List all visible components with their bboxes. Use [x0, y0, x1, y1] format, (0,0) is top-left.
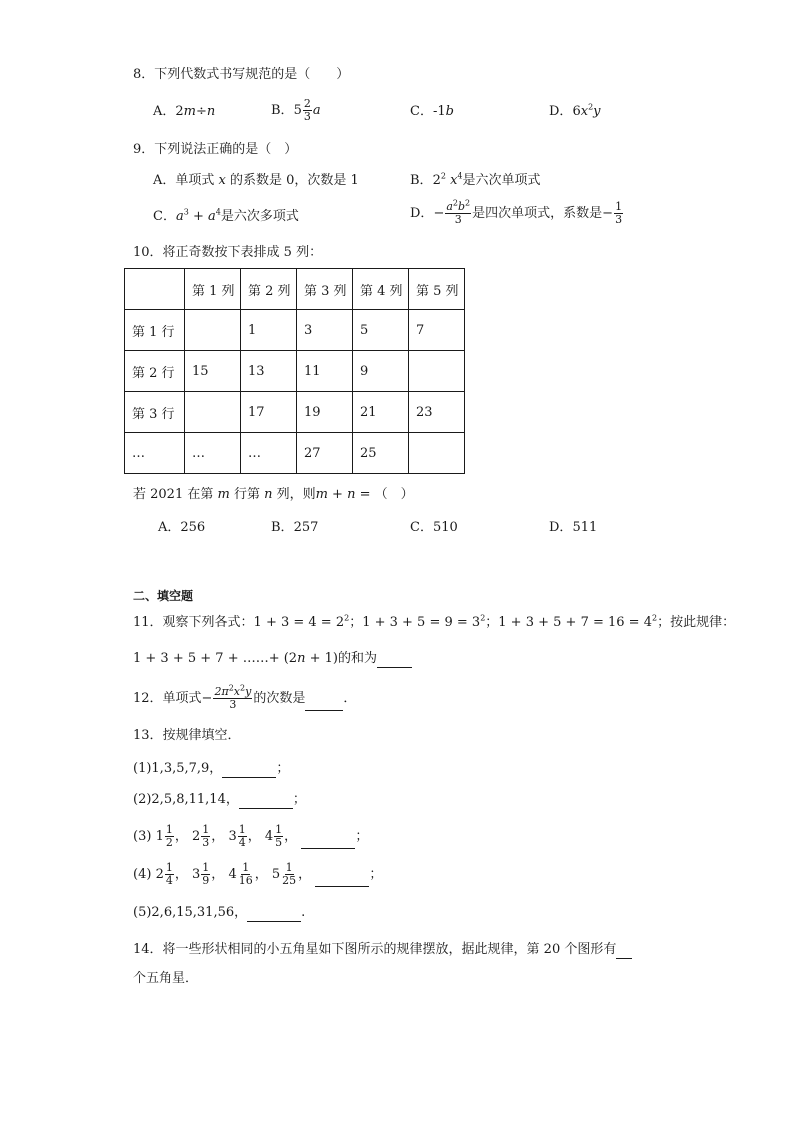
table-cell: 5	[353, 310, 409, 351]
q13-stem: 13．按规律填空．	[133, 728, 241, 743]
table-cell: 21	[353, 392, 409, 433]
table-row	[125, 433, 465, 474]
fraction: $\frac{1}{25}$	[282, 861, 297, 887]
fraction: $\frac{a^2b^2}{3}$	[446, 198, 471, 226]
table-cell	[409, 351, 465, 392]
table-cell: 13	[241, 351, 297, 392]
table-cell: 11	[297, 351, 353, 392]
q12-stem: 12．单项式− $\frac{2\pi^2x^2y}{3}$ 的次数是 ．	[133, 683, 357, 711]
q10-option-d[interactable]: D．511	[549, 520, 598, 535]
section-heading: 二、填空题	[133, 589, 194, 603]
q8-option-a[interactable]: A．2m÷n	[153, 104, 216, 119]
table-row	[125, 351, 465, 392]
q13-item-2: (2)2,5,8,11,14， ；	[133, 792, 306, 807]
fraction: $\frac{1}{5}$	[275, 823, 283, 849]
table-cell: 15	[185, 351, 241, 392]
q8-stem: 8．下列代数式书写规范的是（ ）	[133, 67, 350, 82]
table-cell: 19	[297, 392, 353, 433]
answer-blank[interactable]	[222, 764, 276, 778]
table-cell: 27	[297, 433, 353, 474]
answer-blank[interactable]	[305, 697, 343, 711]
table-cell: 第 1 列	[185, 269, 241, 310]
answer-blank[interactable]	[377, 654, 412, 668]
q10-option-b[interactable]: B．257	[271, 520, 319, 535]
table-cell: …	[241, 433, 297, 474]
table-cell: 第 5 列	[409, 269, 465, 310]
q9-option-a[interactable]: A．单项式 x 的系数是 0，次数是 1	[153, 173, 359, 188]
fraction: $\frac{1}{3}$	[615, 200, 623, 226]
table-cell: 7	[409, 310, 465, 351]
q10-option-a[interactable]: A．256	[158, 520, 206, 535]
answer-blank[interactable]	[301, 835, 355, 849]
q9-stem: 9．下列说法正确的是（ ）	[133, 142, 298, 157]
q9-option-b[interactable]: B．$2^2$ $x^4$是六次单项式	[410, 171, 541, 188]
fraction: $\frac{1}{9}$	[202, 861, 210, 887]
table-cell: 第 2 行	[125, 351, 185, 392]
table-cell: 第 3 行	[125, 392, 185, 433]
table-cell: …	[125, 433, 185, 474]
q10-followup: 若 2021 在第 m 行第 n 列，则m + n = （ ）	[133, 487, 414, 502]
q13-item-1: (1)1,3,5,7,9， ；	[133, 761, 290, 776]
table-cell	[409, 433, 465, 474]
table-cell: 第 1 行	[125, 310, 185, 351]
table-cell: 1	[241, 310, 297, 351]
q14-line-2: 个五角星．	[133, 971, 199, 986]
fraction: $\frac{1}{4}$	[165, 861, 173, 887]
q13-item-5: (5)2,6,15,31,56， .	[133, 905, 306, 920]
fraction: $\frac{1}{3}$	[202, 823, 210, 849]
q10-stem: 10．将正奇数按下表排成 5 列：	[133, 245, 323, 260]
table-cell: 第 3 列	[297, 269, 353, 310]
table-cell: 23	[409, 392, 465, 433]
table-cell: …	[185, 433, 241, 474]
table-cell: 9	[353, 351, 409, 392]
table-row	[125, 392, 465, 433]
table-cell: 3	[297, 310, 353, 351]
table-cell	[185, 392, 241, 433]
table-cell	[185, 310, 241, 351]
q9-option-d[interactable]: D．− $\frac{a^2b^2}{3}$ 是四次单项式，系数是− $\frac{1}{3}$	[410, 198, 623, 226]
fraction: $\frac{1}{2}$	[165, 823, 173, 849]
answer-blank[interactable]	[239, 795, 293, 809]
table-row	[125, 310, 465, 351]
fraction: $\frac{2\pi^2x^2y}{3}$	[214, 683, 252, 711]
q14-line-1: 14．将一些形状相同的小五角星如下图所示的规律摆放，据此规律，第 20 个图形有	[133, 941, 632, 959]
q9-option-c[interactable]: C．$a^3 + a^4$是六次多项式	[153, 207, 299, 224]
table-cell: 25	[353, 433, 409, 474]
table-cell	[125, 269, 185, 310]
q11-stem: 11．观察下列各式：$1 + 3 = 4 = 2^2$；$1 + 3 + 5 = 9 = 3^2$；$1 + 3 + 5 + 7 = 16 = 4^2$；按此规律：	[133, 613, 736, 630]
answer-blank[interactable]	[247, 908, 301, 922]
table-cell: 17	[241, 392, 297, 433]
q13-item-3: (3) 1 $\frac{1}{2}$ ， 2 $\frac{1}{3}$ ， 3 $\frac{1}{4}$ ， 4 $\frac{1}{5}$ ， ；	[133, 823, 369, 849]
q13-item-4: (4) 2 $\frac{1}{4}$ ， 3 $\frac{1}{9}$ ， 4 $\frac{1}{16}$ ， 5 $\frac{1}{25}$ ， ；	[133, 861, 383, 887]
fraction: $\frac{2}{3}$	[303, 97, 311, 123]
q8-option-b[interactable]: B．5 $\frac{2}{3}$ a	[271, 97, 321, 123]
q11-expression: 1 + 3 + 5 + 7 + ……+ (2n + 1)的和为	[133, 650, 412, 668]
table-cell: 第 4 列	[353, 269, 409, 310]
fraction: $\frac{1}{16}$	[238, 861, 253, 887]
q8-option-c[interactable]: C．-1b	[410, 104, 454, 119]
answer-blank[interactable]	[616, 945, 632, 959]
q8-option-d[interactable]: D．$6x^2y$	[549, 102, 601, 119]
q10-option-c[interactable]: C．510	[410, 520, 458, 535]
odd-number-table	[124, 268, 465, 474]
table-header-row	[125, 269, 465, 310]
answer-blank[interactable]	[315, 873, 369, 887]
fraction: $\frac{1}{4}$	[238, 823, 246, 849]
table-cell: 第 2 列	[241, 269, 297, 310]
